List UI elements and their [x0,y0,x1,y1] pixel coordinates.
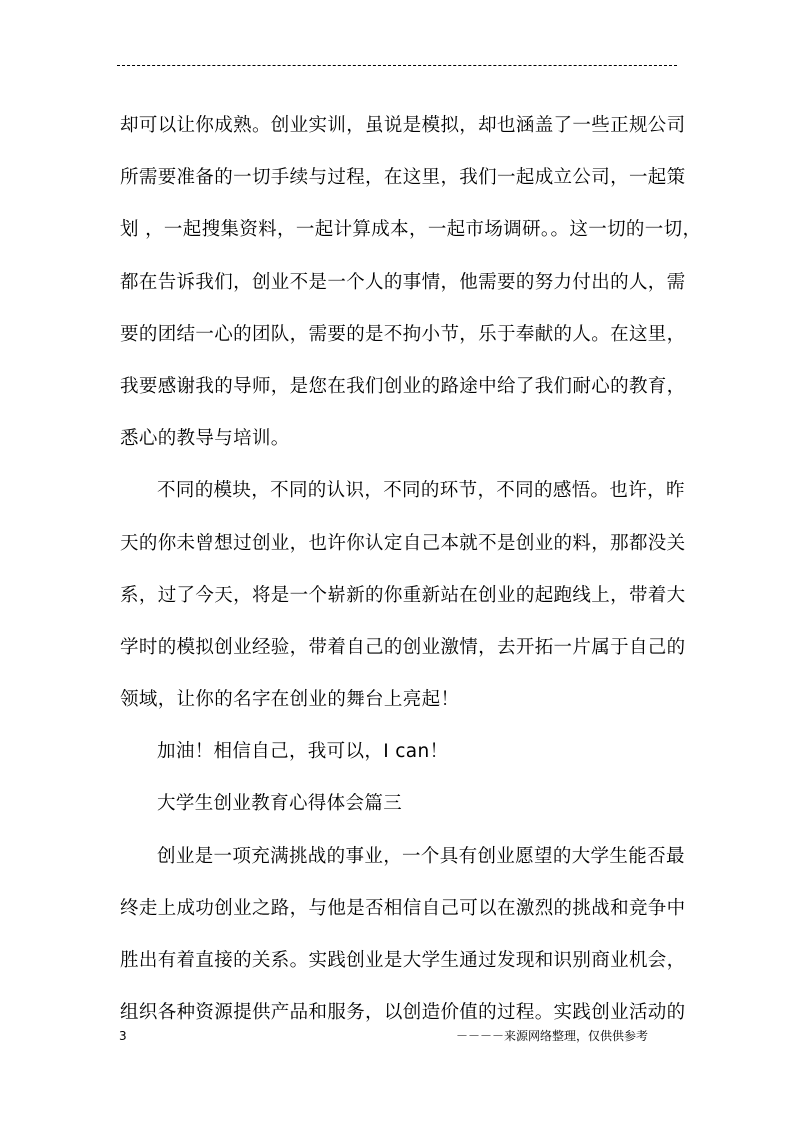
section-heading: 大学生创业教育心得体会篇三 [157,793,403,815]
paragraph-1-line-2: 所需要准备的一切手续与过程，在这里，我们一起成立公司，一起策 [120,167,686,189]
paragraph-1-line-1: 却可以让你成熟。创业实训，虽说是模拟，却也涵盖了一些正规公司 [120,115,686,136]
paragraph-3-line-1: 加油！相信自己，我可以，I can！ [157,741,449,763]
paragraph-1-line-5: 要的团结一心的团队，需要的是不拘小节，乐于奉献的人。在这里， [120,323,686,345]
paragraph-2-line-1: 不同的模块，不同的认识，不同的环节，不同的感悟。也许，昨 [157,480,685,502]
document-body [120,106,702,1045]
paragraph-2-line-3: 系，过了今天，将是一个崭新的你重新站在创业的起跑线上，带着大 [120,584,686,606]
paragraph-2-line-5: 领域，让你的名字在创业的舞台上亮起！ [120,689,460,711]
paragraph-1-line-6: 我要感谢我的导师，是您在我们创业的路途中给了我们耐心的教育， [120,375,686,397]
paragraph-1-line-4: 都在告诉我们，创业不是一个人的事情，他需要的努力付出的人，需 [120,271,686,293]
paragraph-4-line-2: 终走上成功创业之路，与他是否相信自己可以在激烈的挑战和竞争中 [120,897,686,919]
paragraph-1-line-7: 悉心的教导与培训。 [120,428,290,450]
paragraph-2-line-4: 学时的模拟创业经验，带着自己的创业激情，去开拓一片属于自己的 [120,636,686,658]
paragraph-4-line-4: 组织各种资源提供产品和服务，以创造价值的过程。实践创业活动的 [120,1002,686,1024]
paragraph-2-line-2: 天的你未曾想过创业，也许你认定自己本就不是创业的料，那都没关 [120,532,686,554]
paragraph-4-line-1: 创业是一项充满挑战的事业，一个具有创业愿望的大学生能否最 [157,845,685,867]
paragraph-4-line-3: 胜出有着直接的关系。实践创业是大学生通过发现和识别商业机会， [120,950,686,971]
paragraph-1-line-3: 划 ，一起搜集资料，一起计算成本，一起市场调研。。这一切的一切， [120,219,702,241]
page-number: 3 [119,1029,127,1043]
footer-source-note: －－－－来源网络整理，仅供供参考 [456,1029,649,1043]
header-dashed-rule [117,65,677,66]
